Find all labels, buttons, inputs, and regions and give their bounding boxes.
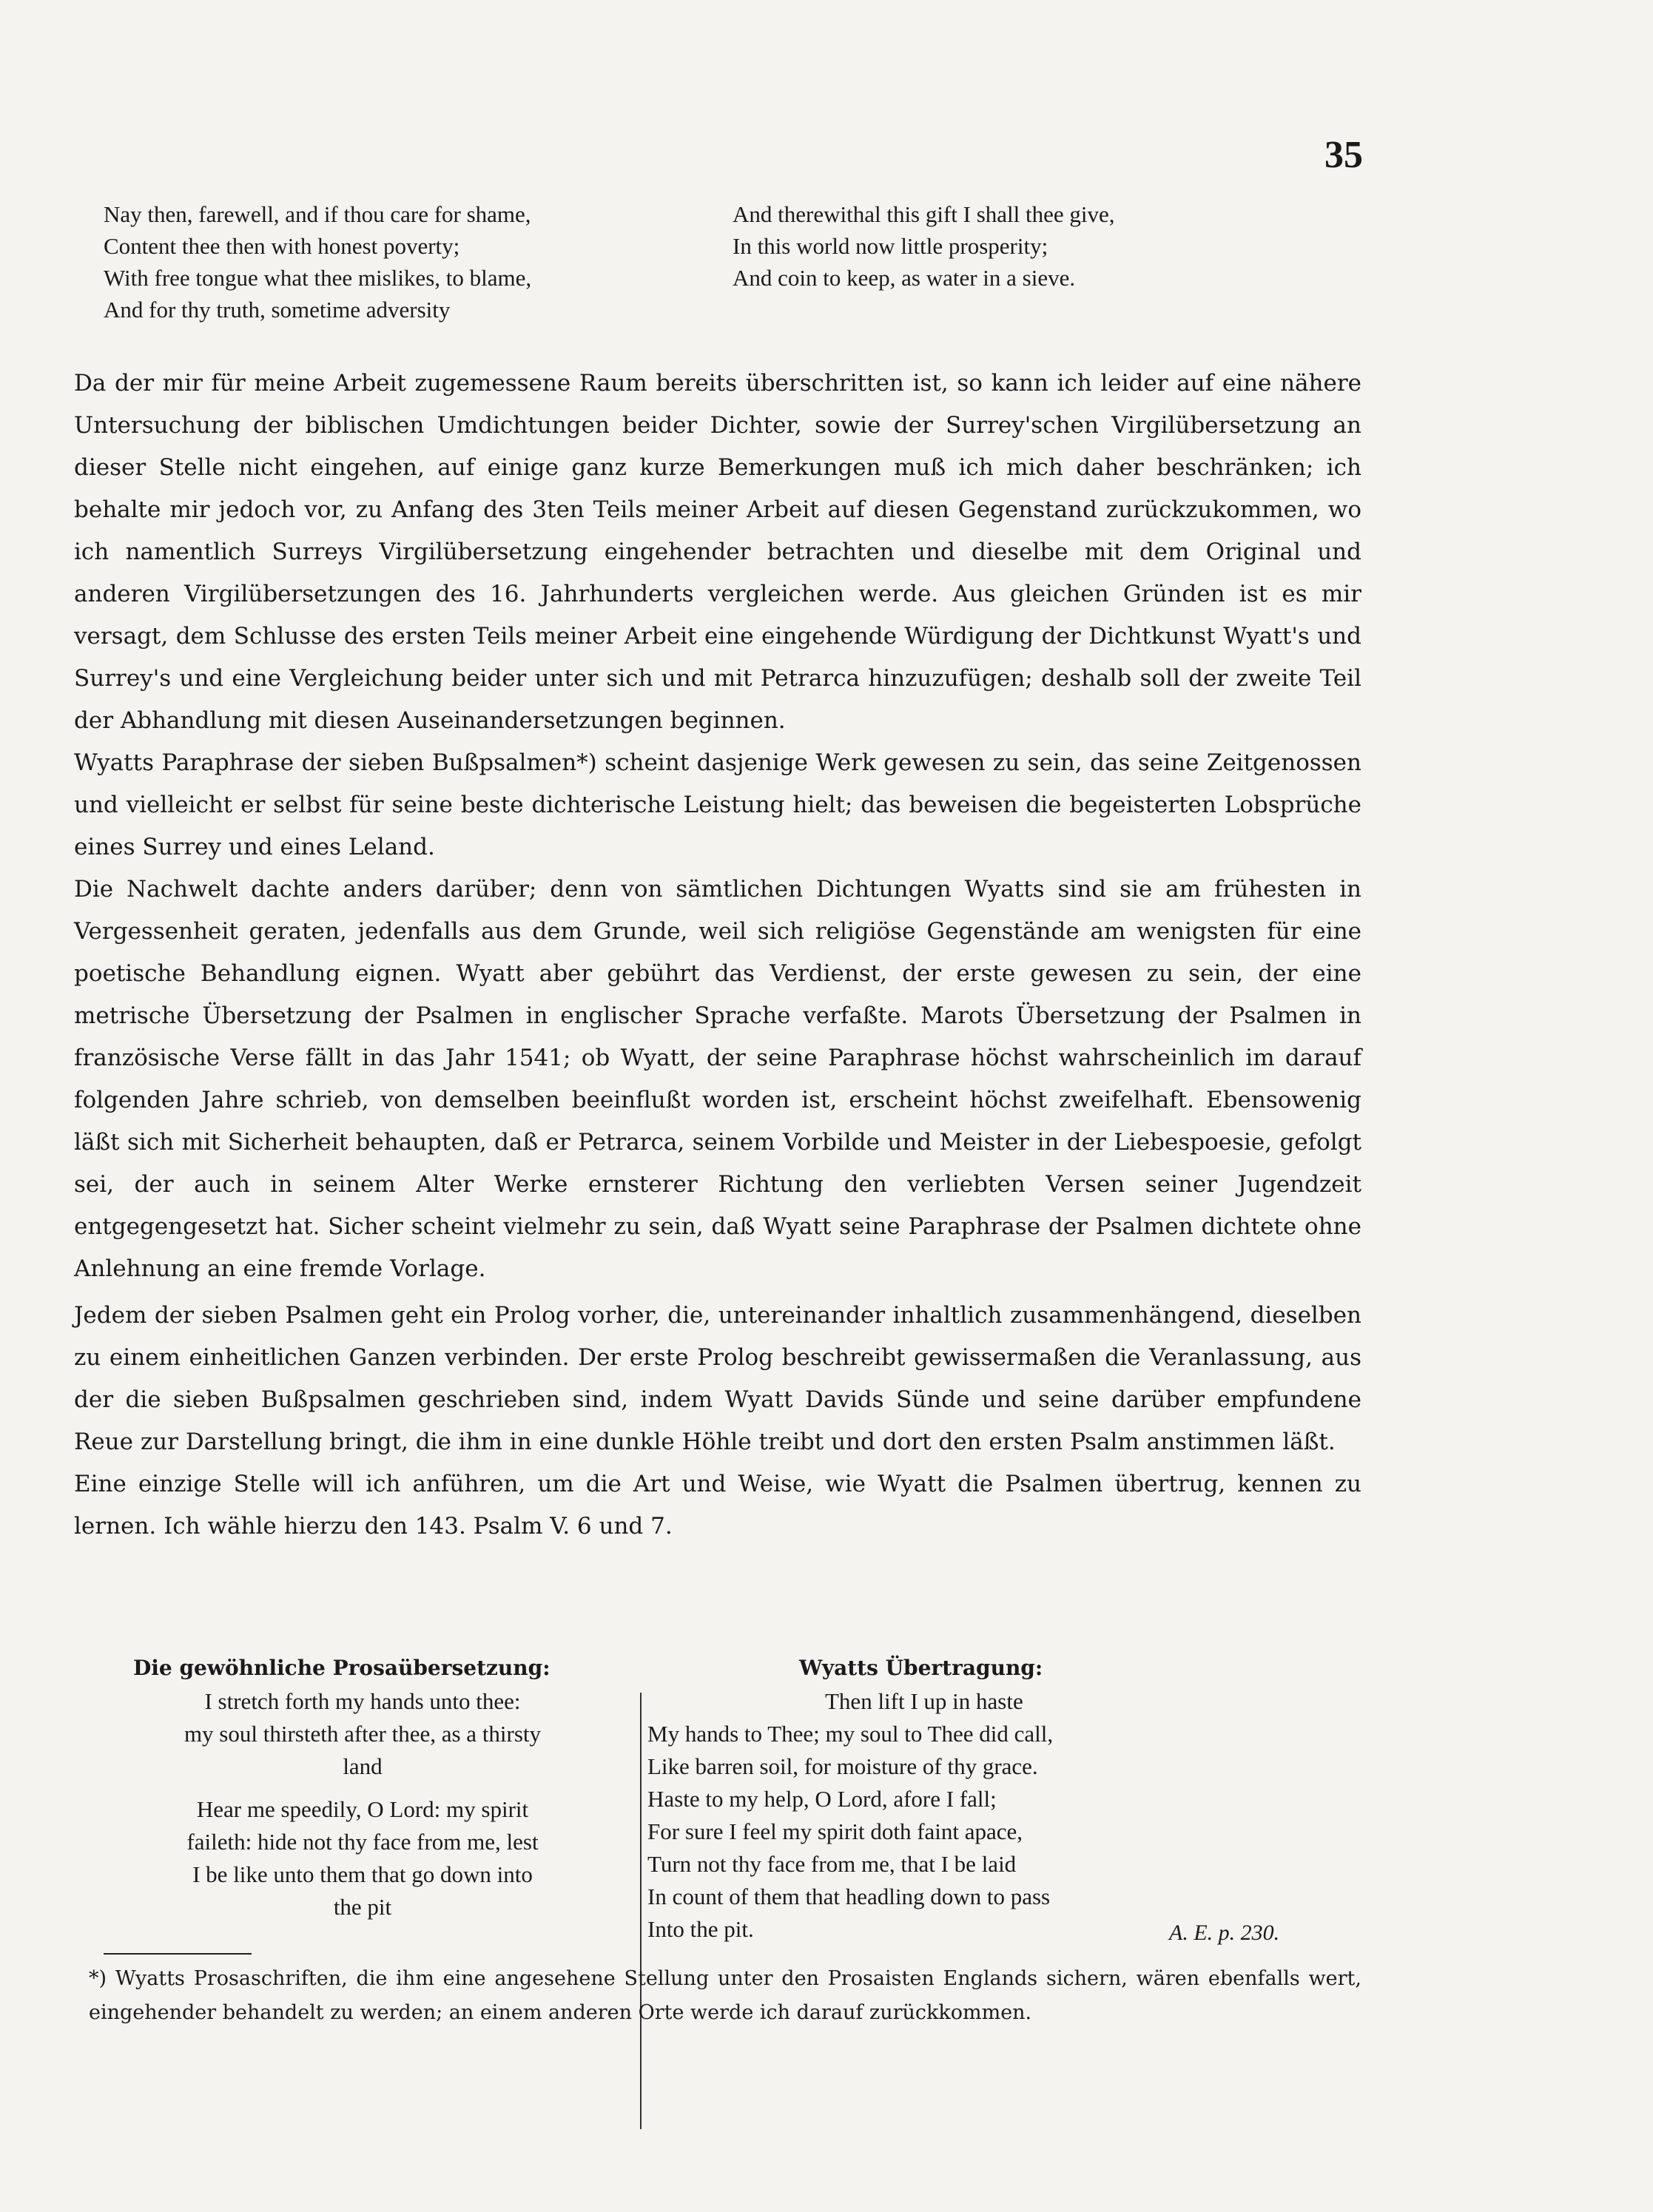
- prose-stanza: [104, 1685, 622, 1783]
- verse-line: In count of them that headling down to pass: [647, 1884, 1051, 1909]
- verse-line: In this world now little prosperity;: [733, 233, 1048, 259]
- verse-line: And coin to keep, as water in a sieve.: [733, 265, 1076, 291]
- prose-line: faileth: hide not thy face from me, lest: [186, 1829, 539, 1855]
- verse-line: Nay then, farewell, and if thou care for shame,: [104, 201, 531, 227]
- psalm-comparison: [89, 1656, 1347, 1959]
- verse-line: Haste to my help, O Lord, afore I fall;: [647, 1786, 997, 1812]
- body-text: [74, 363, 1361, 1548]
- paragraph: Jedem der sieben Psalmen geht ein Prolog vorher, die, untereinander inhaltlich zusammenhängend, dieselben zu einem einheitlichen Ganzen verbinden. Der erste Prolog beschreibt gewissermaßen die Veranlassung, aus der die sieben Bußpsalmen geschrieben sind, indem Wyatt Davids Sünde und seine darüber empfundene Reue zur Darstellung bringt, die ihm in eine dunkle Höhle treibt und dort den ersten Psalm anstimmen läßt.: [74, 1302, 1361, 1455]
- page-number: 35: [1324, 134, 1363, 176]
- verse-line: For sure I feel my spirit doth faint apace,: [647, 1818, 1023, 1844]
- prose-line: the pit: [333, 1894, 392, 1920]
- verse-quote-top: [104, 198, 1361, 326]
- verse-line: Turn not thy face from me, that I be laid: [647, 1851, 1017, 1877]
- verse-line: And for thy truth, sometime adversity: [104, 297, 451, 323]
- prose-line: I be like unto them that go down into: [192, 1861, 533, 1887]
- paragraph: Wyatts Paraphrase der sieben Bußpsalmen*) scheint dasjenige Werk gewesen zu sein, das seine Zeitgenossen und vielleicht er selbst für seine beste dichterische Leistung hielt; das beweisen die begeisterten Lobsprüche eines Surrey und eines Leland.: [74, 749, 1361, 860]
- prose-line: land: [343, 1753, 383, 1779]
- wyatt-translation: [647, 1685, 1313, 1946]
- source-citation: A. E. p. 230.: [1169, 1921, 1280, 1945]
- paragraph: Da der mir für meine Arbeit zugemessene Raum bereits überschritten ist, so kann ich leider auf eine nähere Untersuchung der biblischen Umdichtungen beider Dichter, sowie der Surrey'schen Virgilübersetzung an dieser Stelle nicht eingehen, auf einige ganz kurze Bemerkungen muß ich mich daher beschränken; ich behalte mir jedoch vor, zu Anfang des 3ten Teils meiner Arbeit auf diesen Gegenstand zurückzukommen, wo ich namentlich Surreys Virgilübersetzung eingehender betrachten und dieselbe mit dem Original und anderen Virgilübersetzungen des 16. Jahrhunderts vergleichen werde. Aus gleichen Gründen ist es mir versagt, dem Schlusse des ersten Teils meiner Arbeit eine eingehende Würdigung der Dichtkunst Wyatt's und Surrey's und eine Vergleichung beider unter sich und mit Petrarca hinzuzufügen; deshalb soll der zweite Teil der Abhandlung mit diesen Auseinandersetzungen beginnen.: [74, 370, 1361, 734]
- prose-line: my soul thirsteth after thee, as a thirsty: [184, 1721, 542, 1747]
- verse-right-column: [733, 198, 1361, 326]
- verse-line: Like barren soil, for moisture of thy grace.: [647, 1753, 1038, 1779]
- prose-stanza: [104, 1793, 622, 1923]
- verse-line: Content thee then with honest poverty;: [104, 233, 460, 259]
- prose-line: I stretch forth my hands unto thee:: [204, 1688, 521, 1714]
- prose-translation-heading: Die gewöhnliche Prosaübersetzung:: [133, 1656, 551, 1680]
- footnote: *) Wyatts Prosaschriften, die ihm eine angesehene Stellung unter den Prosaisten Englands sichern, wären ebenfalls wert, eingehender behandelt zu werden; an einem anderen Orte werde ich darauf zurückkommen.: [89, 1967, 1361, 2024]
- verse-line: My hands to Thee; my soul to Thee did call,: [647, 1721, 1054, 1747]
- verse-line: And therewithal this gift I shall thee give,: [733, 201, 1115, 227]
- prose-translation: [104, 1685, 622, 1934]
- footnote-rule: [104, 1953, 252, 1955]
- verse-line: With free tongue what thee mislikes, to blame,: [104, 265, 532, 291]
- verse-line: Into the pit.: [647, 1916, 754, 1942]
- paragraph: Die Nachwelt dachte anders darüber; denn von sämtlichen Dichtungen Wyatts sind sie am frühesten in Vergessenheit geraten, jedenfalls aus dem Grunde, weil sich religiöse Gegenstände am wenigsten für eine poetische Behandlung eignen. Wyatt aber gebührt das Verdienst, der erste gewesen zu sein, der eine metrische Übersetzung der Psalmen in englischer Sprache verfaßte. Marots Übersetzung der Psalmen in französische Verse fällt in das Jahr 1541; ob Wyatt, der seine Paraphrase höchst wahrscheinlich im darauf folgenden Jahre schrieb, von demselben beeinflußt worden ist, erscheint höchst zweifelhaft. Ebensowenig läßt sich mit Sicherheit behaupten, daß er Petrarca, seinem Vorbilde und Meister in der Liebespoesie, gefolgt sei, der auch in seinem Alter Werke ernsterer Richtung den verliebten Versen seiner Jugendzeit entgegengesetzt hat. Sicher scheint vielmehr zu sein, daß Wyatt seine Paraphrase der Psalmen dichtete ohne Anlehnung an eine fremde Vorlage.: [74, 876, 1361, 1282]
- verse-line: Then lift I up in haste: [825, 1688, 1023, 1714]
- verse-left-column: [104, 198, 733, 326]
- prose-line: Hear me speedily, O Lord: my spirit: [196, 1796, 529, 1822]
- paragraph: Eine einzige Stelle will ich anführen, um die Art und Weise, wie Wyatt die Psalmen übertrug, kennen zu lernen. Ich wähle hierzu den 143. Psalm V. 6 und 7.: [74, 1471, 1361, 1540]
- wyatt-translation-heading: Wyatts Übertragung:: [799, 1656, 1043, 1680]
